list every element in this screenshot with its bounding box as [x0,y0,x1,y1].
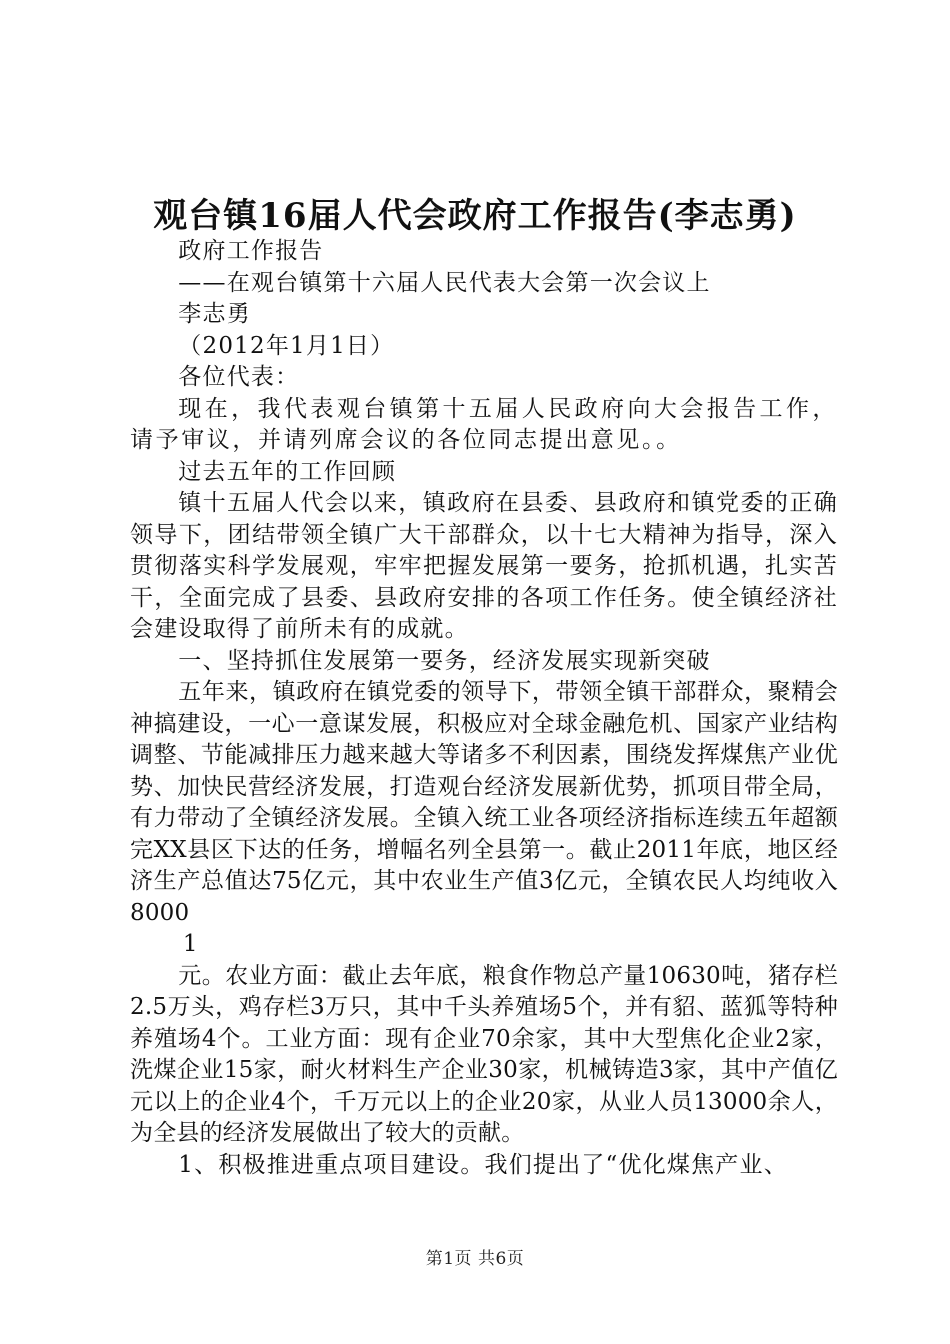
document-title: 观台镇16届人代会政府工作报告(李志勇) [153,196,797,236]
meeting-subtitle: ——在观台镇第十六届人民代表大会第一次会议上 [178,269,711,296]
salutation: 各位代表： [178,364,300,390]
item-one-paragraph: 1、积极推进重点项目建设。我们提出了“优化煤焦产业、 [178,1151,788,1178]
report-heading: 政府工作报告 [178,238,324,264]
author-name: 李志勇 [178,301,251,327]
inline-page-number: 1 [182,931,199,957]
page-footer: 第1页 共6页 [425,1249,525,1269]
document-body [130,236,838,1181]
section-one-paragraph: 五年来，镇政府在镇党委的领导下，带领全镇干部群众，聚精会神搞建设，一心一意谋发展，积极应对全球金融危机、国家产业结构调整、节能减排压力越来越大等诸多不利因素，围绕发挥煤焦产业优势、加快民营经济发展，打造观台经济发展新优势，抓项目带全局，有力带动了全镇经济发展。全镇入统工业各项经济指标连续五年超额完XX县区下达的任务，增幅名列全县第一。截止2011年底，地区经济生产总值达75亿元，其中农业生产值3亿元，全镇农民人均纯收入8000 [130,679,838,926]
review-heading: 过去五年的工作回顾 [178,458,397,485]
intro-paragraph: 现在，我代表观台镇第十五届人民政府向大会报告工作，请予审议，并请列席会议的各位同志提出意见。。 [130,395,838,453]
continuation-paragraph: 元。农业方面：截止去年底，粮食作物总产量10630吨，猪存栏2.5万头，鸡存栏3万只，其中千头养殖场5个，并有貂、蓝狐等特种养殖场4个。工业方面：现有企业70余家，其中大型焦化企业2家，洗煤企业15家，耐火材料生产企业30家，机械铸造3家，其中产值亿元以上的企业4个，千万元以上的企业20家，从业人员13000余人，为全县的经济发展做出了较大的贡献。 [130,962,838,1146]
report-date: （2012年1月1日） [178,332,395,359]
section-one-heading: 一、坚持抓住发展第一要务，经济发展实现新突破 [178,647,711,674]
review-paragraph: 镇十五届人代会以来，镇政府在县委、县政府和镇党委的正确领导下，团结带领全镇广大干部群众，以十七大精神为指导，深入贯彻落实科学发展观，牢牢把握发展第一要务，抢抓机遇，扎实苦干，全面完成了县委、县政府安排的各项工作任务。使全镇经济社会建设取得了前所未有的成就。 [130,490,838,642]
